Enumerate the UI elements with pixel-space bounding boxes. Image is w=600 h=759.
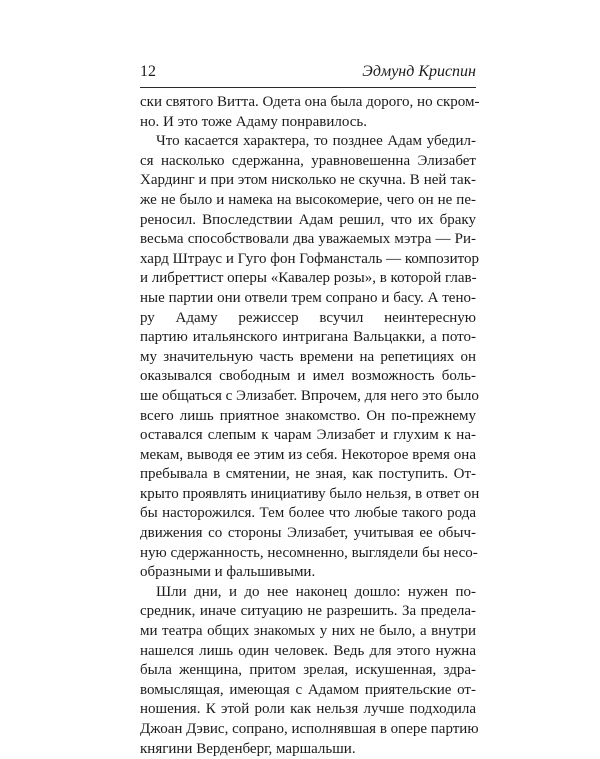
text-line: ную сдержанность, несомненно, выглядели бы несо- [140,544,478,561]
page-number: 12 [140,63,156,80]
text-line: ношения. К этой роли как нельзя лучше подходила [140,701,476,718]
body-text [140,93,480,759]
text-line: му значительную часть времени на репетициях он [140,348,476,365]
text-line: нашелся лишь один человек. Ведь для этого нужна [140,642,476,659]
text-line: ски святого Витта. Одета она была дорого, но скром- [140,94,480,110]
text-line: крыто проявлять инициативу было нельзя, в ответ он [140,485,480,502]
running-title: Эдмунд Криспин [362,63,476,80]
text-line: хард Штраус и Гуго фон Гофмансталь — композитор [140,250,479,267]
text-line: ру Адаму режиссер всучил неинтересную [140,309,476,326]
text-line: оказывался свободным и имел возможность боль- [140,368,476,385]
text-line: Джоан Дэвис, сопрано, исполнявшая в опере партию [140,721,479,737]
text-line: бы насторожился. Тем более что любые такого рода [140,505,476,522]
text-line: Хардинг и при этом нисколько не скучна. В ней так- [140,172,476,189]
header-rule [140,87,476,88]
text-line: движения со стороны Элизабет, учитывая ее обыч- [140,525,476,542]
text-line: образными и фальшивыми. [140,564,316,581]
text-line: оставался слепым к чарам Элизабет и глухим к на- [140,427,476,444]
text-line: ся насколько сдержанна, уравновешенна Элизабет [140,152,476,169]
text-line: ные партии они отвели трем сопрано и басу. А тено- [140,289,476,306]
text-line: партию итальянского интригана Вальцакки, а пото- [140,329,476,346]
text-line: всего лишь приятное знакомство. Он по-прежнему [140,407,476,424]
text-line: ми театра общих знакомых у них не было, а внутри [140,623,476,640]
text-line: Шли дни, и до нее наконец дошло: нужен по- [156,583,476,600]
text-line: княгини Верденберг, маршальши. [140,740,356,757]
text-line: же не было и намека на высокомерие, чего он не пе- [140,191,476,208]
text-line: но. И это тоже Адаму понравилось. [140,113,368,130]
text-line: средник, иначе ситуацию не разрешить. За предела- [140,603,476,620]
text-line: реносил. Впоследствии Адам решил, что их браку [140,211,476,228]
text-line: весьма способствовали два уважаемых мэтра — Ри- [140,231,476,248]
running-head [140,62,476,86]
text-line: ше общаться с Элизабет. Впрочем, для него это было [140,387,479,404]
text-line: вомыслящая, имеющая с Адамом приятельские от- [140,681,476,698]
text-line: пребывала в смятении, не зная, как поступить. От- [140,466,476,483]
text-line: мекам, выводя ее этим из себя. Некоторое время она [140,446,476,463]
text-line: была женщина, притом зрелая, искушенная, здра- [140,662,476,679]
text-line: и либреттист оперы «Кавалер розы», в которой глав- [140,270,477,287]
text-line: Что касается характера, то позднее Адам убедил- [156,133,476,150]
